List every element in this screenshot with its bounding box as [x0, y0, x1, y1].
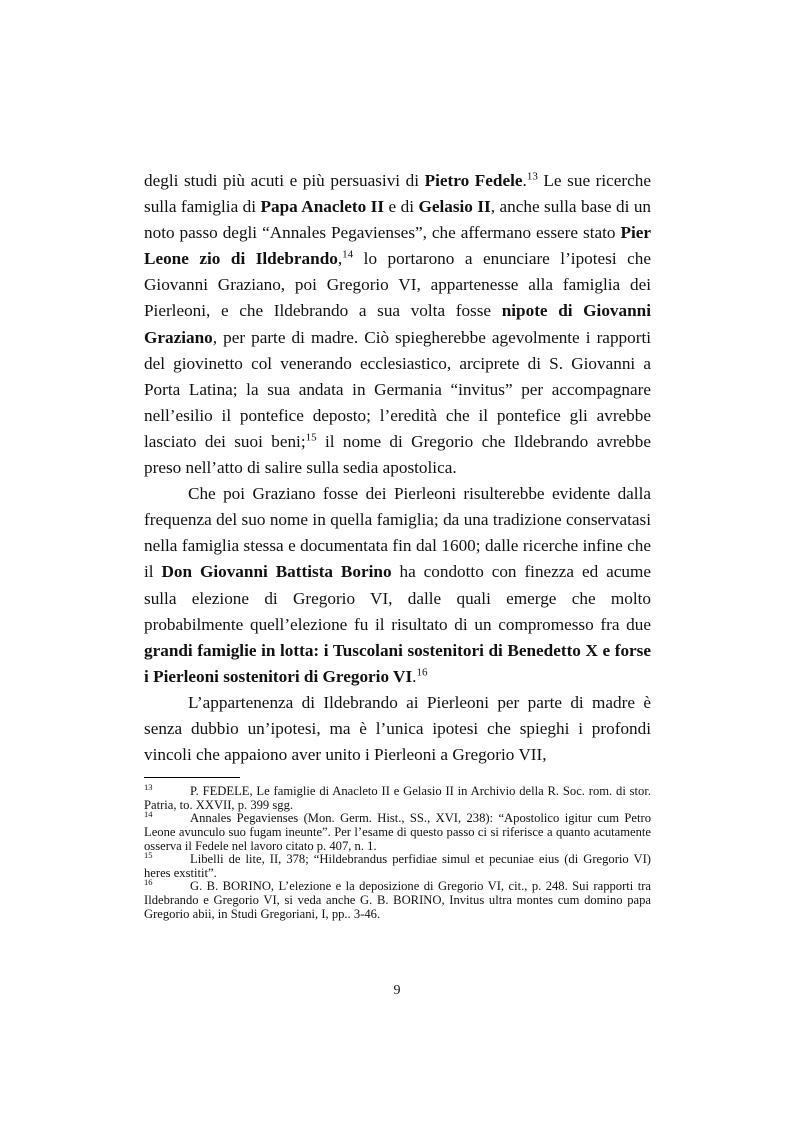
- footnote-text: Annales Pegavienses (Mon. Germ. Hist., SS., XVI, 238): “Apostolico igitur cum Petro Leone avunculo suo fugam ineunte”. Per l’esame di questo passo ci si riferisce a quanto acutamente osserva il Fedele nel lavoro citato p. 407, n. 1.: [144, 811, 651, 853]
- text-run: L’appartenenza di Ildebrando ai Pierleoni per parte di madre è senza dubbio un’ipotesi, ma è l’unica ipotesi che spieghi i profondi vincoli che appaiono aver unito i Pierleoni a Gregorio VII,: [144, 692, 651, 765]
- text-run: Che poi Graziano fosse dei Pierleoni risulterebbe evidente dalla frequenza del suo nome in quella famiglia; da una tradizione conservatasi nella famiglia stessa e documentata fin dal 1600; dalle ricerche infine che il: [144, 484, 651, 582]
- bold-name-nipote: nipote di Giovanni Graziano: [144, 301, 651, 347]
- paragraph-2: [144, 481, 651, 690]
- footnote-separator: [144, 777, 240, 778]
- footnotes: [144, 781, 651, 921]
- footnote-text: P. FEDELE, Le famiglie di Anacleto II e Gelasio II in Archivio della R. Soc. rom. di stor. Patria, to. XXVII, p. 399 sgg.: [144, 784, 651, 812]
- text-run: .: [412, 666, 417, 686]
- paragraph-3: [144, 690, 651, 768]
- text-run: e di: [384, 197, 419, 217]
- footnote-ref-14[interactable]: 14: [342, 248, 354, 261]
- footnote-ref-15[interactable]: 15: [305, 431, 317, 444]
- text-run: ha condotto con finezza ed acume sulla elezione di Gregorio VI, dalle quali emerge che molto probabilmente quell’elezione fu il risultato di un compromesso fra due: [144, 562, 651, 634]
- bold-name-gelasio: Gelasio II: [418, 197, 491, 217]
- page-number: 9: [393, 983, 401, 998]
- text-run: il nome di Gregorio che Ildebrando avrebbe preso nell’atto di salire sulla sedia apostolica.: [144, 431, 651, 478]
- footnote-ref-16[interactable]: 16: [416, 666, 428, 679]
- bold-name-pier-leone: Pier Leone zio di Ildebrando: [144, 223, 651, 269]
- text-run: .: [522, 171, 527, 190]
- bold-name-pietro-fedele: Pietro Fedele: [424, 171, 523, 190]
- bold-phrase-famiglie: grandi famiglie in lotta: i Tuscolani sostenitori di Benedetto X e forse i Pierleoni sostenitori di Gregorio VI: [144, 640, 651, 686]
- footnote-13: 13 P. FEDELE, Le famiglie di Anacleto II e Gelasio II in Archivio della R. Soc. rom. di stor. Patria, to. XXVII, p. 399 sgg.: [144, 781, 651, 812]
- text-run: Le sue ricerche sulla famiglia di: [144, 171, 652, 217]
- footnote-text: Libelli de lite, II, 378; “Hildebrandus perfidiae simul et pecuniae eius (di Gregorio VI) heres exstitit”.: [144, 852, 651, 880]
- bold-name-anacleto: Papa Anacleto II: [260, 197, 385, 217]
- footnote-text: G. B. BORINO, L’elezione e la deposizione di Gregorio VI, cit., p. 248. Sui rapporti tra Ildebrando e Gregorio VI, si veda anche G. B. BORINO, Invitus ultra montes cum domino papa Gregorio abii, in Studi Gregoriani, I, pp.. 3-46.: [144, 879, 651, 921]
- page-content: [144, 168, 651, 921]
- text-run: , anche sulla base di un noto passo degli “Annales Pegavienses”, che affermano essere stato: [144, 197, 652, 243]
- footnote-ref-13[interactable]: 13: [526, 170, 538, 183]
- text-run: , per parte di madre. Ciò spiegherebbe agevolmente i rapporti del giovinetto col venerando ecclesiastico, arciprete di S. Giovanni a Porta Latina; la sua andata in Germania “invitus” per accompagnare nell’esilio il pontefice deposto; l’eredità che il pontefice gli avrebbe lasciato dei suoi beni;: [144, 327, 651, 451]
- footnote-16: 16 G. B. BORINO, L’elezione e la deposizione di Gregorio VI, cit., p. 248. Sui rapporti tra Ildebrando e Gregorio VI, si veda anche G. B. BORINO, Invitus ultra montes cum domino papa Gregorio abii, in Studi Gregoriani, I, pp.. 3-46.: [144, 877, 651, 921]
- bold-name-borino: Don Giovanni Battista Borino: [161, 562, 392, 582]
- footnote-14: 14 Annales Pegavienses (Mon. Germ. Hist., SS., XVI, 238): “Apostolico igitur cum Petro Leone avunculo suo fugam ineunte”. Per l’esame di questo passo ci si riferisce a quanto acutamente osserva il Fedele nel lavoro citato p. 407, n. 1.: [144, 809, 651, 853]
- text-run: ,: [337, 249, 343, 269]
- text-run: lo portarono a enunciare l’ipotesi che Giovanni Graziano, poi Gregorio VI, appartenesse alla famiglia dei Pierleoni, e che Ildebrando a sua volta fosse: [144, 249, 651, 321]
- footnote-15: 15 Libelli de lite, II, 378; “Hildebrandus perfidiae simul et pecuniae eius (di Gregorio VI) heres exstitit”.: [144, 849, 651, 880]
- paragraph-1: [144, 168, 651, 481]
- text-run: degli studi più acuti e più persuasivi di: [144, 171, 425, 190]
